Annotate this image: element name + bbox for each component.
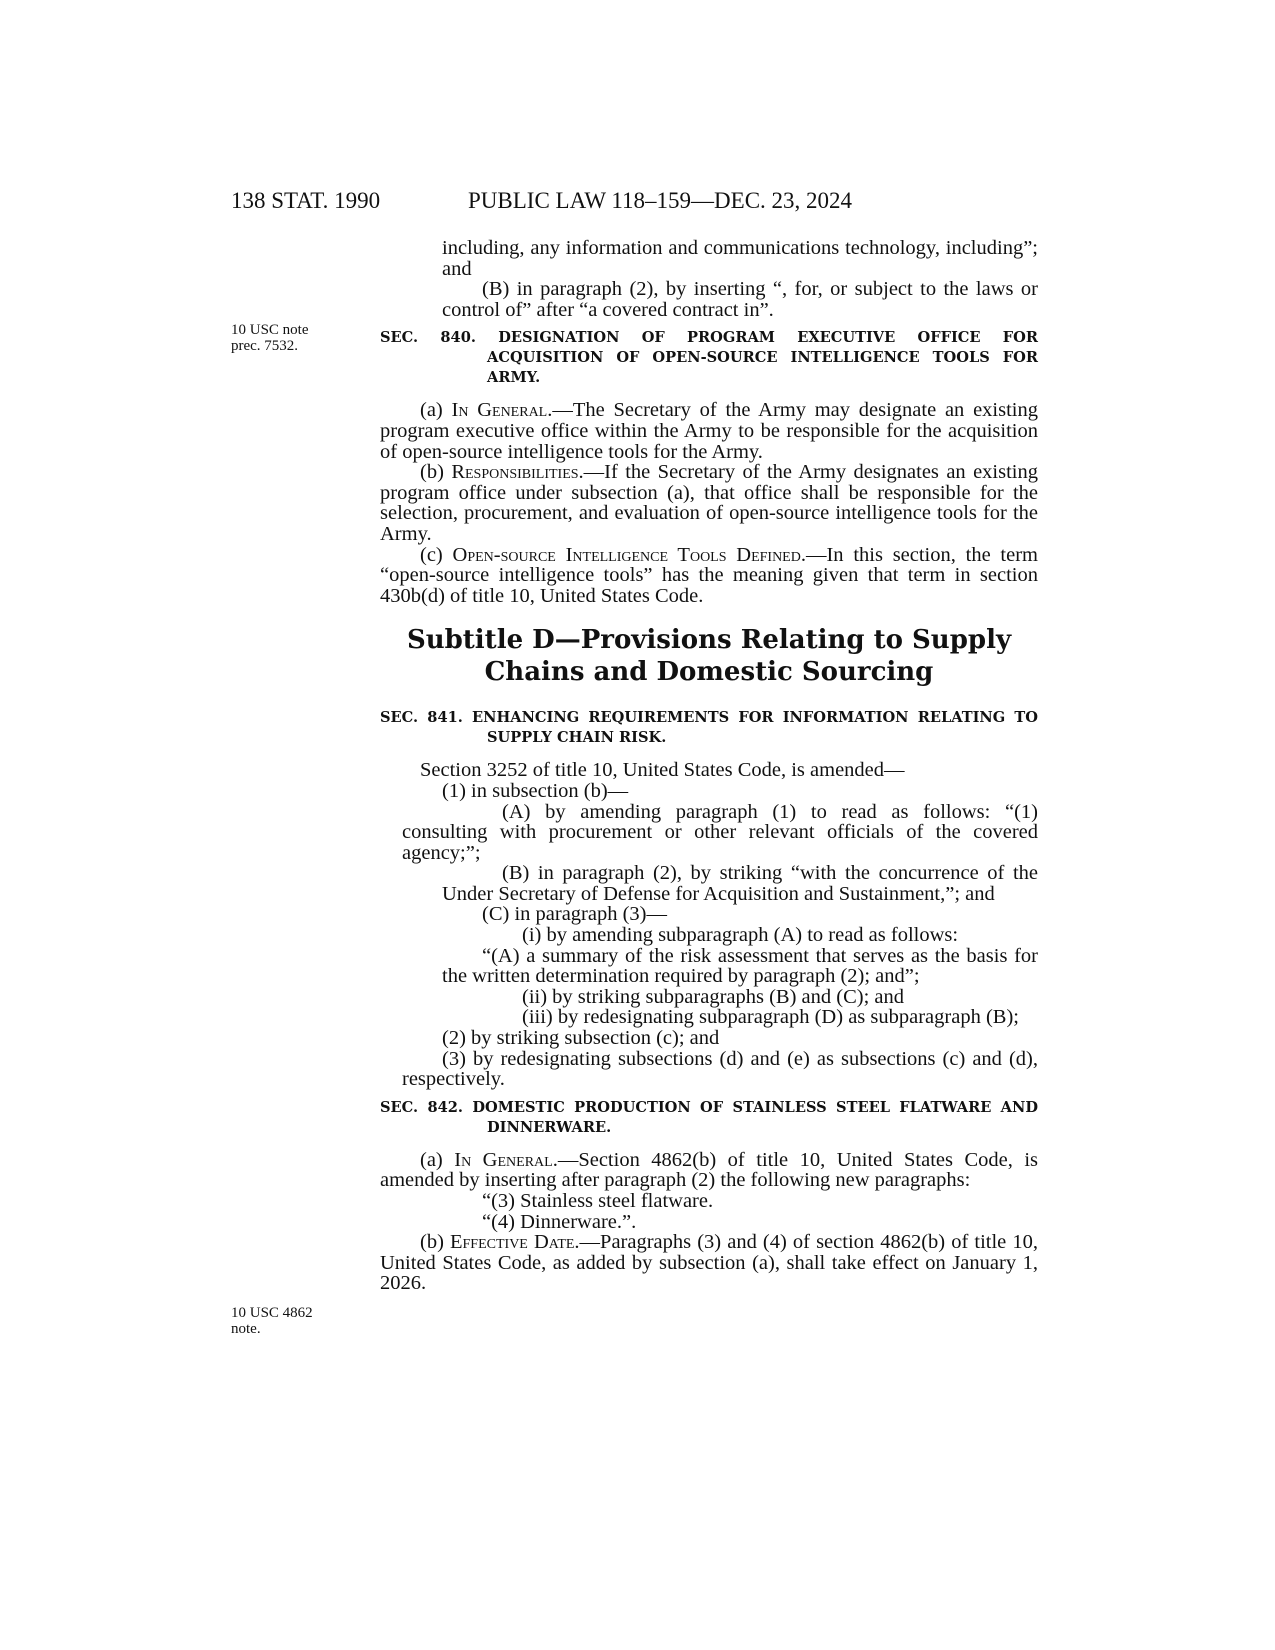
sec-841-pB: (B) in paragraph (2), by striking “with the concurrence of the Under Secretary of Defense for Acquisition and Sustainment,”; and: [442, 862, 1038, 905]
page-number: 138 STAT. 1990: [231, 188, 381, 213]
sec-840-c: (c) Open-source Intelligence Tools Defined.—In this section, the term “open-source intelligence tools” has the meaning given that term in section 430b(d) of title 10, United States Code.: [380, 543, 1038, 607]
margin-note-sec842b: 10 USC 4862 note.: [231, 1305, 313, 1337]
sec-841-p2: (2) by striking subsection (c); and: [442, 1027, 720, 1050]
sec-841-p1: (1) in subsection (b)—: [442, 779, 629, 802]
sec-841-intro: Section 3252 of title 10, United States Code, is amended—: [420, 759, 905, 782]
sec-841-pi: (i) by amending subparagraph (A) to read as follows:: [522, 924, 959, 947]
sec-841-heading: SEC. 841. ENHANCING REQUIREMENTS FOR INFORMATION RELATING TO SUPPLY CHAIN RISK.: [380, 709, 1038, 747]
sec-840-b: (b) Responsibilities.—If the Secretary of the Army designates an existing program office under subsection (a), that office shall be responsible for the selection, procurement, and evaluation of open-source intelligence tools for the Army.: [380, 461, 1038, 545]
sec-842-item3: “(3) Stainless steel flatware.: [482, 1190, 714, 1212]
sec-840-heading: SEC. 840. DESIGNATION OF PROGRAM EXECUTIVE OFFICE FOR ACQUISITION OF OPEN-SOURCE INTELLIGENCE TOOLS FOR ARMY.: [380, 329, 1038, 387]
sec-842-a: (a) In General.—Section 4862(b) of title 10, United States Code, is amended by inserting after paragraph (2) the following new paragraphs:: [380, 1148, 1038, 1192]
document-body: [380, 238, 1038, 1294]
sec-842-item4: “(4) Dinnerware.”.: [482, 1210, 637, 1233]
intro-continuation: including, any information and communications technology, including”; and: [442, 237, 1038, 280]
running-header: PUBLIC LAW 118–159—DEC. 23, 2024: [468, 188, 853, 213]
intro-paragraph-b: (B) in paragraph (2), by inserting “, for, or subject to the laws or control of” after “a covered contract in”.: [442, 278, 1038, 321]
subtitle-heading: [380, 624, 1038, 688]
sec-841-pA: (A) by amending paragraph (1) to read as follows: “(1) consulting with procurement or other relevant officials of the covered agency;”;: [402, 800, 1038, 864]
sec-842-b: (b) Effective Date.—Paragraphs (3) and (4) of section 4862(b) of title 10, United States Code, as added by subsection (a), shall take effect on January 1, 2026.: [380, 1231, 1038, 1295]
sec-841-piii: (iii) by redesignating subparagraph (D) as subparagraph (B);: [522, 1006, 1019, 1029]
sec-840-a: (a) In General.—The Secretary of the Army may designate an existing program executive office within the Army to be responsible for the acquisition of open-source intelligence tools for the Army.: [380, 399, 1038, 463]
sec-841-pii: (ii) by striking subparagraphs (B) and (C); and: [522, 985, 905, 1008]
sec-842-heading: SEC. 842. DOMESTIC PRODUCTION OF STAINLESS STEEL FLATWARE AND DINNERWARE.: [380, 1098, 1038, 1136]
margin-note-sec840: 10 USC note prec. 7532.: [231, 322, 309, 354]
sec-841-pC: (C) in paragraph (3)—: [482, 903, 668, 926]
sec-841-p3: (3) by redesignating subsections (d) and (e) as subsections (c) and (d), respectively.: [402, 1047, 1038, 1091]
subtitle-line-1: Subtitle D—Provisions Relating to Supply: [406, 625, 1012, 656]
subtitle-line-2: Chains and Domestic Sourcing: [484, 657, 934, 688]
sec-841-quoteA: “(A) a summary of the risk assessment that serves as the basis for the written determination required by paragraph (2); and”;: [442, 944, 1038, 988]
